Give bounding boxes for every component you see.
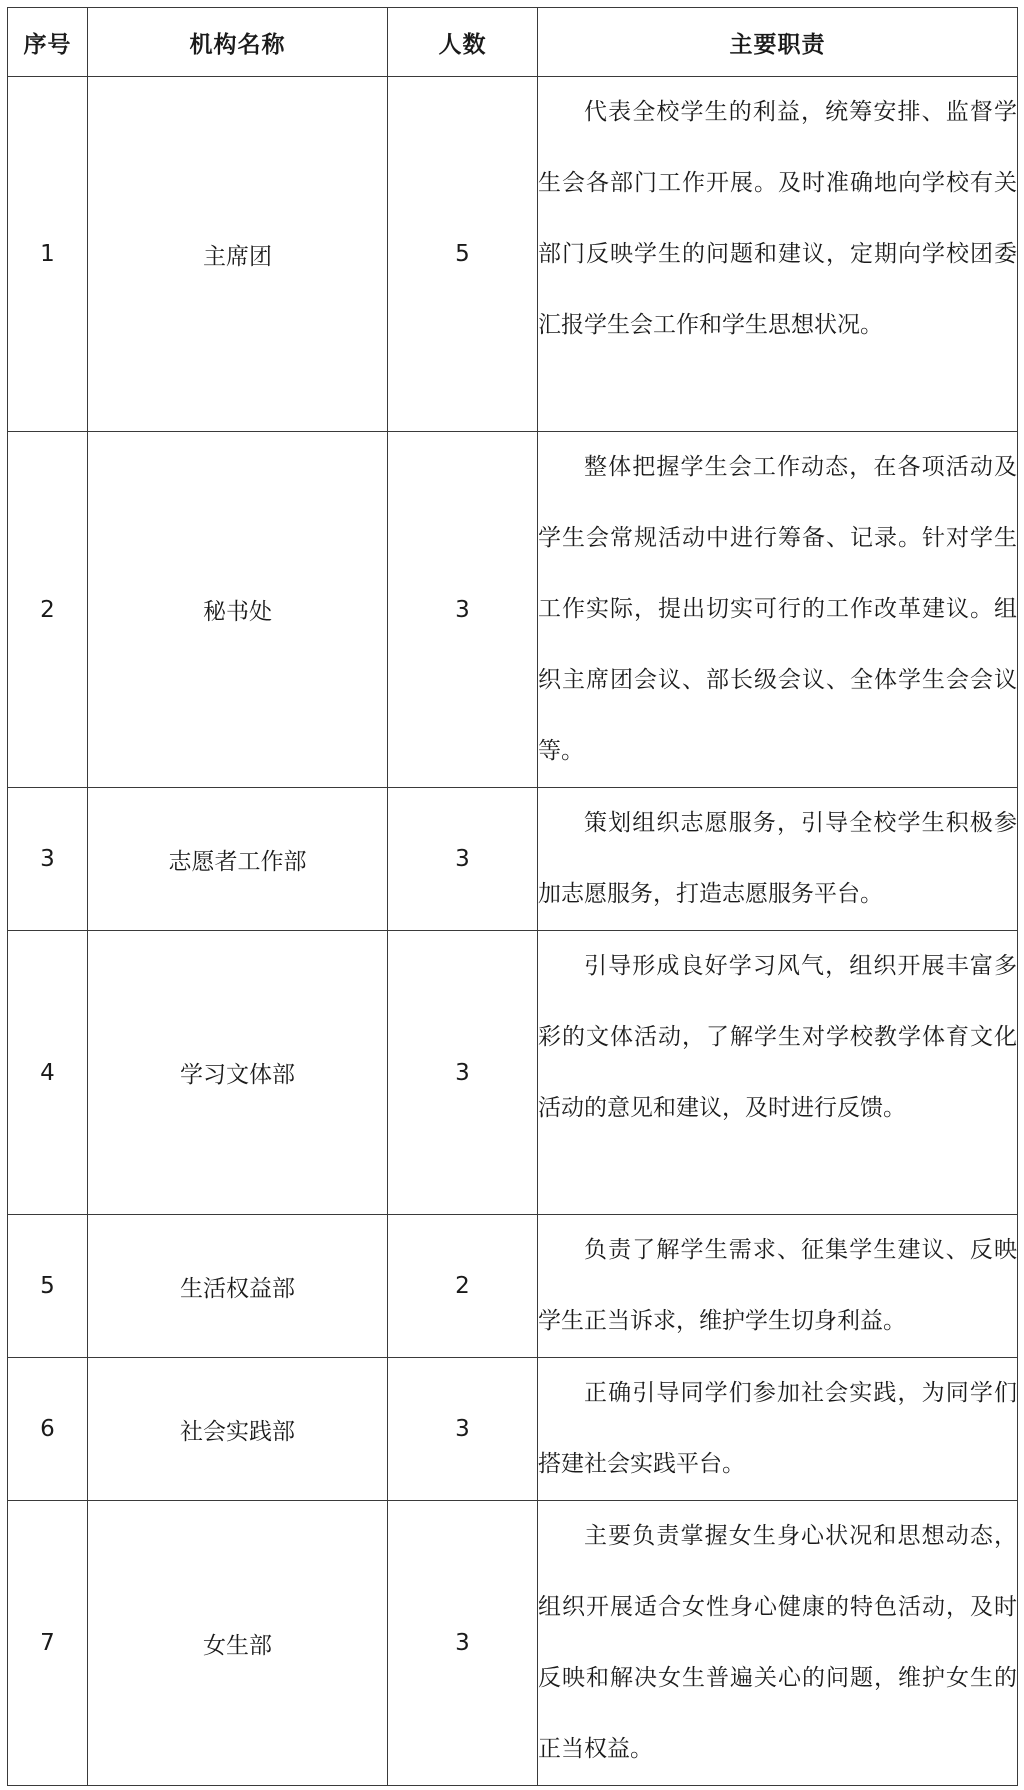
row-duty-cell [538,931,1018,1215]
row-count: 3 [388,432,538,788]
row-duty: 策划组织志愿服务，引导全校学生积极参加志愿服务，打造志愿服务平台。 [538,810,1017,907]
header-count: 人数 [388,8,538,77]
row-name: 学习文体部 [88,931,388,1215]
row-no: 2 [8,432,88,788]
row-no: 3 [8,788,88,931]
row-duty-cell [538,1358,1018,1501]
row-name: 志愿者工作部 [88,788,388,931]
row-no: 6 [8,1358,88,1501]
table-header-row [8,8,1018,77]
row-no: 4 [8,931,88,1215]
row-count: 3 [388,931,538,1215]
row-count: 5 [388,77,538,432]
organization-table [7,7,1018,1786]
table-row [8,77,1018,432]
row-count: 2 [388,1215,538,1358]
row-duty-cell [538,77,1018,432]
row-duty: 整体把握学生会工作动态，在各项活动及学生会常规活动中进行筹备、记录。针对学生工作实际，提出切实可行的工作改革建议。组织主席团会议、部长级会议、全体学生会会议等。 [538,454,1017,764]
row-count: 3 [388,1501,538,1786]
header-duty: 主要职责 [538,8,1018,77]
row-duty: 引导形成良好学习风气，组织开展丰富多彩的文体活动，了解学生对学校教学体育文化活动的意见和建议，及时进行反馈。 [538,953,1017,1121]
row-no: 7 [8,1501,88,1786]
row-name: 生活权益部 [88,1215,388,1358]
row-duty-cell [538,788,1018,931]
table-row [8,1501,1018,1786]
row-no: 5 [8,1215,88,1358]
header-name: 机构名称 [88,8,388,77]
row-name: 秘书处 [88,432,388,788]
row-name: 社会实践部 [88,1358,388,1501]
table-row [8,788,1018,931]
row-duty: 代表全校学生的利益，统筹安排、监督学生会各部门工作开展。及时准确地向学校有关部门反映学生的问题和建议，定期向学校团委汇报学生会工作和学生思想状况。 [538,99,1017,338]
row-name: 主席团 [88,77,388,432]
header-no: 序号 [8,8,88,77]
table-row [8,432,1018,788]
row-no: 1 [8,77,88,432]
row-duty: 正确引导同学们参加社会实践，为同学们搭建社会实践平台。 [538,1380,1017,1477]
table-row [8,1358,1018,1501]
row-duty-cell [538,432,1018,788]
table-row [8,931,1018,1215]
row-count: 3 [388,1358,538,1501]
row-duty: 负责了解学生需求、征集学生建议、反映学生正当诉求，维护学生切身利益。 [538,1237,1017,1334]
table-row [8,1215,1018,1358]
row-duty-cell [538,1501,1018,1786]
row-duty-cell [538,1215,1018,1358]
row-duty: 主要负责掌握女生身心状况和思想动态，组织开展适合女性身心健康的特色活动，及时反映和解决女生普遍关心的问题，维护女生的正当权益。 [538,1523,1017,1762]
row-count: 3 [388,788,538,931]
row-name: 女生部 [88,1501,388,1786]
